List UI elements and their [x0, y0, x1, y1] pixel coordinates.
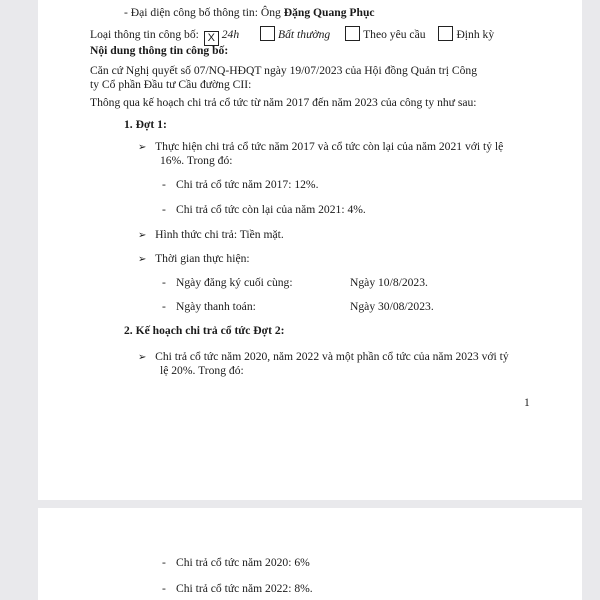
- option-dinh-ky-label: Định kỳ: [456, 28, 495, 41]
- page-2-sub-item-1-text: Chi trả cổ tức năm 2020: 6%: [176, 556, 310, 569]
- section-2-bullet-1-text: Chi trả cổ tức năm 2020, năm 2022 và một phần cổ tức của năm 2023 với tỷ: [155, 350, 509, 363]
- section-1-bullet-2: [138, 228, 284, 243]
- document-page-1: [38, 0, 582, 500]
- bullet-1-text: Thực hiện chi trả cổ tức năm 2017 và cổ tức còn lại của năm 2021 với tỷ lệ: [155, 140, 504, 153]
- page-2-sub-item-1: - Chi trả cổ tức năm 2020: 6%: [162, 556, 310, 569]
- section-1-bullet-1-cont: 16%. Trong đó:: [160, 154, 233, 167]
- section-2-title: 2. Kế hoạch chi trả cổ tức Đợt 2:: [124, 324, 285, 337]
- arrow-bullet-icon: ➢: [138, 254, 147, 265]
- document-page-2: [38, 508, 582, 600]
- representative-name: Đặng Quang Phục: [283, 6, 375, 19]
- checkbox-bat-thuong[interactable]: [260, 26, 275, 41]
- page-2-sub-item-2: - Chi trả cổ tức năm 2022: 8%.: [162, 582, 313, 595]
- page-number: 1: [524, 396, 530, 409]
- option-bat-thuong-label: Bất thường: [278, 28, 331, 41]
- disclosure-type-label: Loại thông tin công bố:: [90, 28, 199, 41]
- arrow-bullet-icon: ➢: [138, 352, 147, 363]
- section-2-bullet-1: [138, 350, 509, 365]
- section-2-bullet-1-cont: lệ 20%. Trong đó:: [160, 364, 244, 377]
- date-1-value: Ngày 10/8/2023.: [350, 276, 428, 289]
- date-1-label: Ngày đăng ký cuối cùng:: [176, 276, 293, 289]
- disclosure-type-row: [90, 26, 494, 46]
- arrow-bullet-icon: ➢: [138, 142, 147, 153]
- bullet-3-text: Thời gian thực hiện:: [155, 252, 250, 265]
- sub-item-1: - Chi trả cổ tức năm 2017: 12%.: [162, 178, 319, 191]
- page-2-sub-item-2-text: Chi trả cổ tức năm 2022: 8%.: [176, 582, 313, 595]
- option-24h-label: 24h: [221, 28, 240, 41]
- intro-line-3: Thông qua kế hoạch chi trả cổ tức từ năm 2017 đến năm 2023 của công ty như sau:: [90, 96, 477, 109]
- checkbox-dinh-ky[interactable]: [438, 26, 453, 41]
- section-1-bullet-1: [138, 140, 503, 155]
- date-row-1: - Ngày đăng ký cuối cùng:: [162, 276, 293, 289]
- sub-item-2-text: Chi trả cổ tức còn lại của năm 2021: 4%.: [176, 203, 366, 216]
- sub-item-1-text: Chi trả cổ tức năm 2017: 12%.: [176, 178, 319, 191]
- checkbox-24h[interactable]: X: [204, 31, 219, 46]
- date-2-label: Ngày thanh toán:: [176, 300, 256, 313]
- section-1-bullet-3: [138, 252, 250, 267]
- representative-label: - Đại diện công bố thông tin: Ông: [124, 6, 284, 19]
- date-row-2: - Ngày thanh toán:: [162, 300, 256, 313]
- content-heading: Nội dung thông tin công bố:: [90, 44, 229, 57]
- checkbox-theo-yeu-cau[interactable]: [345, 26, 360, 41]
- date-2-value: Ngày 30/08/2023.: [350, 300, 434, 313]
- intro-line-1: Căn cứ Nghị quyết số 07/NQ-HĐQT ngày 19/07/2023 của Hội đồng Quản trị Công: [90, 64, 478, 77]
- sub-item-2: - Chi trả cổ tức còn lại của năm 2021: 4%.: [162, 203, 366, 216]
- representative-line: [124, 6, 375, 20]
- bullet-2-text: Hình thức chi trả: Tiền mặt.: [155, 228, 284, 241]
- option-theo-yeu-cau-label: Theo yêu cầu: [363, 28, 426, 41]
- arrow-bullet-icon: ➢: [138, 230, 147, 241]
- intro-line-2: ty Cổ phần Đầu tư Cầu đường CII:: [90, 78, 252, 91]
- section-1-title: 1. Đợt 1:: [124, 118, 167, 131]
